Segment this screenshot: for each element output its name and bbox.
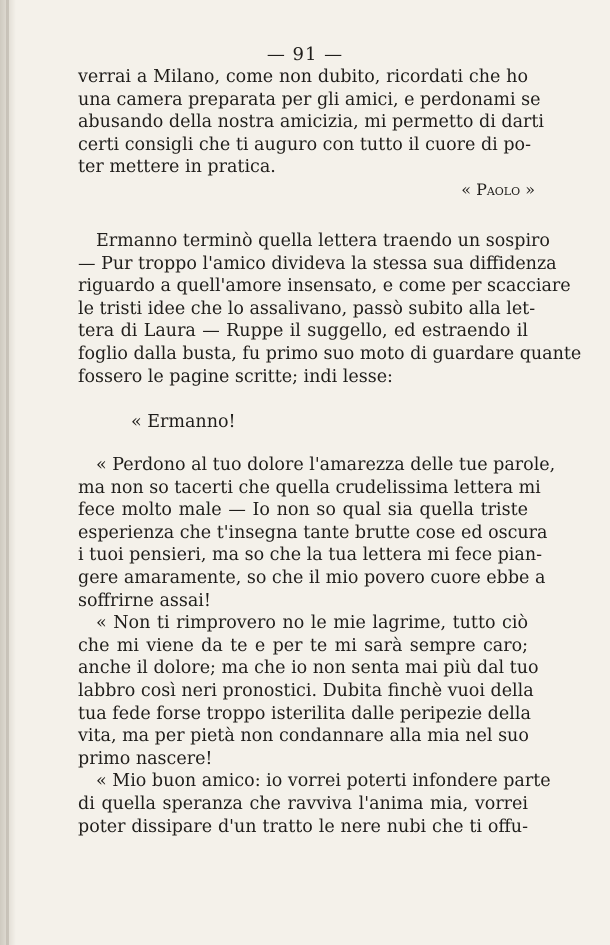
text-line: gere amaramente, so che il mio povero cuore ebbe a <box>78 567 546 588</box>
letter-salutation: « Ermanno! <box>131 412 236 432</box>
text-line: Ermanno terminò quella lettera traendo un sospiro <box>96 231 550 251</box>
text-line: abusando della nostra amicizia, mi permetto di darti <box>78 112 545 133</box>
text-line: una camera preparata per gli amici, e perdonami se <box>78 89 541 110</box>
text-line: « Mio buon amico: io vorrei poterti infondere parte <box>96 771 551 792</box>
text-line: ter mettere in pratica. <box>78 157 276 178</box>
page-number: — 91 — <box>266 44 344 65</box>
text-line: le tristi idee che lo assalivano, passò subito alla let- <box>78 298 536 319</box>
text-line: soffrirne assai! <box>78 590 211 611</box>
paragraph-laura-letter <box>78 454 556 838</box>
paragraph-letter-end <box>78 66 545 179</box>
text-line: che mi viene da te e per te mi sarà sempre caro; <box>78 635 528 656</box>
text-line: di quella speranza che ravviva l'anima mia, vorrei <box>78 793 528 814</box>
text-line: fossero le pagine scritte; indi lesse: <box>78 366 393 387</box>
signature-text: « Paolo » <box>461 180 535 199</box>
text-line: tua fede forse troppo isterilita dalle peripezie della <box>78 703 531 724</box>
text-line: anche il dolore; ma che io non senta mai più dal tuo <box>78 658 539 679</box>
text-line: primo nascere! <box>78 748 213 769</box>
text-line: vita, ma per pietà non condannare alla mia nel suo <box>78 726 529 747</box>
text-line: riguardo a quell'amore insensato, e come per scacciare <box>78 276 571 297</box>
text-line: fece molto male — Io non so qual sia quella triste <box>78 500 528 521</box>
signature-paolo <box>0 179 535 201</box>
text-line: poter dissipare d'un tratto le nere nubi che ti offu- <box>78 816 528 837</box>
text-line: labbro così neri pronostici. Dubita finchè vuoi della <box>78 680 534 701</box>
text-line: verrai a Milano, come non dubito, ricordati che ho <box>78 67 528 87</box>
text-line: « Perdono al tuo dolore l'amarezza delle tue parole, <box>96 455 556 475</box>
paragraph-narration <box>78 230 582 388</box>
text-line: certi consigli che ti auguro con tutto il cuore di po- <box>78 134 531 155</box>
text-line: foglio dalla busta, fu primo suo moto di guardare quante <box>78 343 582 364</box>
text-line: — Pur troppo l'amico divideva la stessa sua diffidenza <box>78 253 557 274</box>
text-line: i tuoi pensieri, ma so che la tua lettera mi fece pian- <box>78 545 543 566</box>
page-binding-edge <box>6 0 9 945</box>
text-line: ma non so tacerti che quella crudelissima lettera mi <box>78 477 541 498</box>
text-line: tera di Laura — Ruppe il suggello, ed estraendo il <box>78 321 528 342</box>
text-line: esperienza che t'insegna tante brutte cose ed oscura <box>78 522 548 543</box>
text-line: « Non ti rimprovero no le mie lagrime, tutto ciò <box>96 613 528 634</box>
